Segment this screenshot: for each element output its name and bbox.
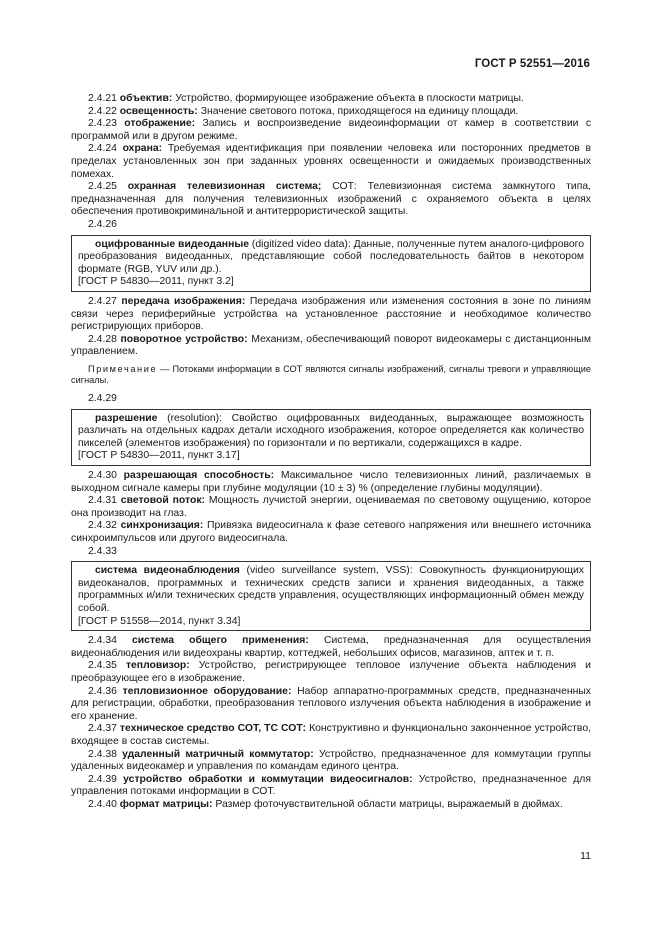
entry-number: 2.4.31 [88, 495, 117, 507]
entry-definition: Мощность лучистой энергии, оцениваемая по световому ощущению, которое она производит на глаз. [71, 495, 591, 519]
entry-term: разрешение [95, 412, 158, 424]
entry-definition: (digitized video data): Данные, полученные путем аналого-цифрового преобразования видеоданных, представляющие собой последовательность байтов в некотором формате (RGB, YUV или др.). [78, 238, 585, 275]
entry-definition: Набор аппаратно-программных средств, предназначенных для регистрации, обработки, преобразования теплового излучения объекта наблюдения в изображение и его хранение. [71, 685, 592, 722]
entry-number: 2.4.23 [88, 118, 117, 130]
entry-term: система общего применения: [132, 635, 309, 647]
entry-2-4-40 [71, 799, 591, 812]
entry-2-4-26-number: 2.4.26 [88, 218, 117, 230]
entry-number: 2.4.24 [88, 143, 117, 155]
entry-term: объектив: [119, 93, 173, 104]
entry-2-4-35 [71, 660, 591, 685]
entry-2-4-39 [71, 774, 591, 799]
entry-number: 2.4.37 [88, 723, 117, 735]
entry-number: 2.4.36 [88, 685, 117, 697]
quoted-definition [78, 565, 584, 615]
entry-2-4-32 [71, 520, 591, 545]
entry-term: передача изображения: [121, 295, 246, 307]
entry-term: устройство обработки и коммутации видеосигналов: [123, 773, 413, 785]
entry-term: формат матрицы: [119, 798, 213, 810]
entry-2-4-30 [71, 470, 591, 495]
quoted-definition [78, 239, 584, 277]
entry-definition: Запись и воспроизведение видеоинформации от камер в соответствии с программой или в другом режиме. [71, 118, 592, 142]
entry-number: 2.4.39 [88, 773, 117, 785]
quoted-definition-box [71, 561, 591, 631]
entry-term: отображение: [124, 118, 196, 130]
entry-2-4-29-number: 2.4.29 [88, 393, 117, 405]
quoted-definition-box [71, 235, 591, 292]
page-number: 11 [580, 850, 591, 862]
entry-number: 2.4.27 [88, 295, 117, 307]
entry-2-4-34 [71, 635, 591, 660]
entry-2-4-25 [71, 181, 591, 219]
entry-definition: (resolution): Свойство оцифрованных видеоданных, выражающее возможность различать на отдельных кадрах детали исходного изображения, которое определяется как количество пикселей (элементов изображения) по горизонтали и по вертикали, содержащихся в кадре. [78, 412, 584, 449]
entry-2-4-28 [71, 334, 591, 359]
document-id: ГОСТ Р 52551—2016 [474, 58, 590, 70]
entry-definition: Устройство, формирующее изображение объекта в плоскости матрицы. [175, 93, 524, 104]
entry-definition: (video surveillance system, VSS): Совокупность функционирующих видеоканалов, программных и технических средств записи и хранения видеоданных, а также программных и/или технических средств управления, осуществляющих информационный обмен между собой. [78, 565, 584, 614]
page-content [71, 93, 591, 811]
entry-number: 2.4.28 [88, 333, 117, 345]
entry-term: охранная телевизионная система; [127, 181, 322, 193]
entry-definition: Система, предназначенная для осуществления видеонаблюдения или видеохраны квартир, коттеджей, небольших офисов, магазинов, аптек и т. п. [71, 635, 591, 659]
entry-definition: Максимальное число телевизионных линий, различаемых в выходном сигнале камеры при глубине модуляции (10 ± 3) % (определение глубины модуляции). [71, 470, 592, 494]
entry-definition: СОТ: Телевизионная система замкнутого типа, предназначенная для получения телевизионных изображений с охраняемого объекта в целях обеспечения противокриминальной и антитеррористической защиты. [71, 181, 591, 218]
entry-term: световой поток: [120, 495, 205, 507]
entry-term: тепловизор: [125, 660, 190, 672]
entry-2-4-38 [71, 749, 591, 774]
entry-definition: Конструктивно и функционально законченное устройство, входящее в состав системы. [71, 723, 591, 747]
entry-2-4-33-number: 2.4.33 [88, 545, 117, 557]
source-reference: [ГОСТ Р 51558—2014, пункт 3.34] [78, 615, 241, 627]
entry-term: охрана: [122, 143, 163, 155]
entry-number: 2.4.35 [88, 660, 117, 672]
entry-2-4-21 [71, 93, 591, 106]
entry-term: поворотное устройство: [120, 333, 248, 345]
entry-definition: Значение светового потока, приходящегося на единицу площади. [200, 105, 519, 117]
entry-2-4-31 [71, 495, 591, 520]
source-reference: [ГОСТ Р 54830—2011, пункт 3.2] [78, 276, 234, 288]
entry-number: 2.4.38 [88, 748, 117, 760]
entry-term: освещенность: [119, 105, 198, 117]
entry-number: 2.4.30 [88, 470, 117, 482]
entry-number: 2.4.22 [88, 105, 117, 117]
entry-definition: Требуемая идентификация при появлении человека или посторонних предметов в пределах установленных зон при заданных уровнях освещенности и ожидаемых производственных помехах. [71, 143, 591, 180]
entry-definition: Устройство, предназначенное для коммутации группы удаленных видеокамер и управления по командам единого центра. [71, 748, 591, 773]
quoted-definition-box [71, 409, 591, 466]
entry-number: 2.4.40 [88, 798, 117, 810]
entry-definition: Размер фоточувствительной области матрицы, выражаемый в дюймах. [215, 798, 563, 810]
entry-term: синхронизация: [120, 520, 204, 532]
quoted-definition [78, 413, 584, 451]
entry-definition: Механизм, обеспечивающий поворот видеокамеры с дистанционным управлением. [71, 333, 591, 358]
entry-2-4-22 [71, 106, 591, 119]
entry-term: разрешающая способность: [123, 470, 275, 482]
entry-2-4-36 [71, 686, 591, 724]
entry-definition: Устройство, регистрирующее тепловое излучение объекта наблюдения и преобразующее его в изображение. [71, 660, 591, 684]
entry-term: техническое средство СОТ, ТС СОТ: [119, 723, 307, 735]
entry-number: 2.4.34 [88, 635, 117, 647]
entry-2-4-23 [71, 118, 591, 143]
entry-definition: Привязка видеосигнала к фазе сетевого напряжения или внешнего источника синхроимпульсов или другого видеосигнала. [71, 520, 592, 544]
entry-term: тепловизионное оборудование: [122, 685, 292, 697]
note-text: — Потоками информации в СОТ являются сигналы изображений, сигналы тревоги и управляющие сигналы. [71, 363, 591, 386]
entry-2-4-24 [71, 143, 591, 181]
note [71, 364, 591, 387]
source-reference: [ГОСТ Р 54830—2011, пункт 3.17] [78, 450, 240, 462]
entry-number: 2.4.32 [88, 520, 117, 532]
entry-term: система видеонаблюдения [95, 565, 240, 577]
entry-2-4-27 [71, 296, 591, 334]
note-label: Примечание [88, 363, 158, 374]
entry-term: оцифрованные видеоданные [95, 238, 249, 250]
entry-definition: Передача изображения или изменения состояния в зоне по линиям связи через периферийные устройства на установленное расстояние и необходимое количество регистрирующих приборов. [71, 295, 592, 333]
entry-definition: Устройство, предназначенное для управления потоками информации в СОТ. [71, 773, 591, 798]
entry-2-4-37 [71, 723, 591, 748]
entry-term: удаленный матричный коммутатор: [122, 748, 314, 760]
entry-number: 2.4.21 [88, 93, 117, 104]
entry-number: 2.4.25 [88, 181, 117, 193]
